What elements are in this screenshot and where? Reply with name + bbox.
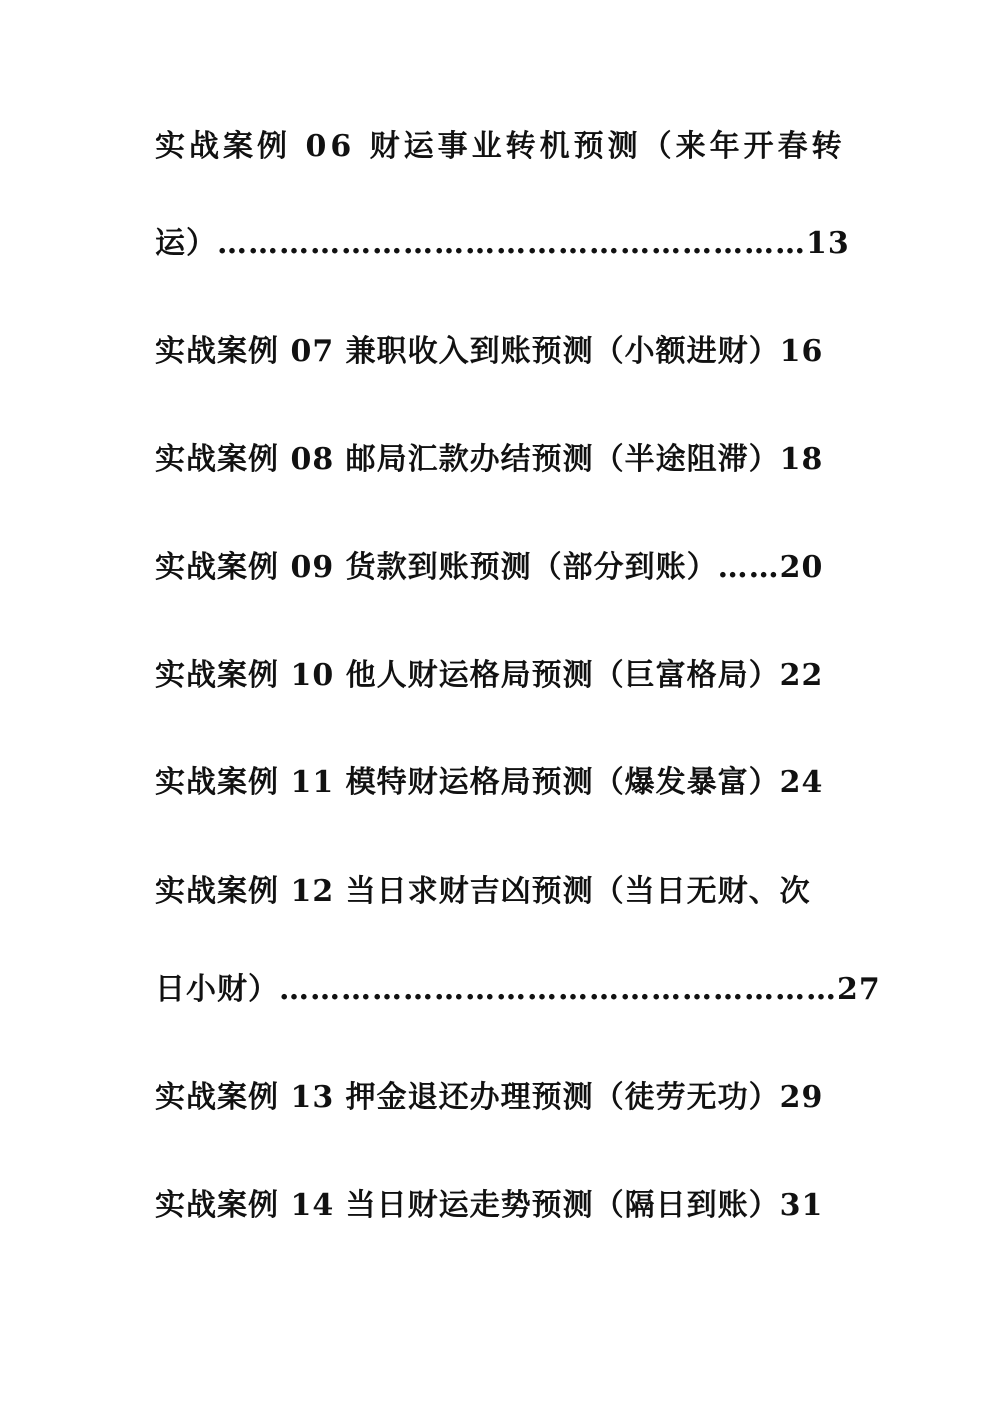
toc-entry-06-line-2: 运）…………………………………………………13 — [155, 226, 850, 261]
toc-entry-10: 实战案例 10 他人财运格局预测（巨富格局）22 — [155, 658, 824, 693]
toc-entry-12-line-1: 实战案例 12 当日求财吉凶预测（当日无财、次 — [155, 874, 811, 909]
toc-entry-06-line-1: 实战案例 06 财运事业转机预测（来年开春转 — [155, 129, 846, 164]
toc-entry-13: 实战案例 13 押金退还办理预测（徒劳无功）29 — [155, 1080, 824, 1115]
toc-entry-09: 实战案例 09 货款到账预测（部分到账）……20 — [155, 550, 824, 585]
toc-entry-12-line-2: 日小财）………………………………………………27 — [155, 972, 881, 1007]
toc-entry-08: 实战案例 08 邮局汇款办结预测（半途阻滞）18 — [155, 442, 824, 477]
toc-entry-11: 实战案例 11 模特财运格局预测（爆发暴富）24 — [155, 765, 824, 800]
toc-entry-07: 实战案例 07 兼职收入到账预测（小额进财）16 — [155, 334, 824, 369]
toc-entry-14: 实战案例 14 当日财运走势预测（隔日到账）31 — [155, 1188, 824, 1223]
